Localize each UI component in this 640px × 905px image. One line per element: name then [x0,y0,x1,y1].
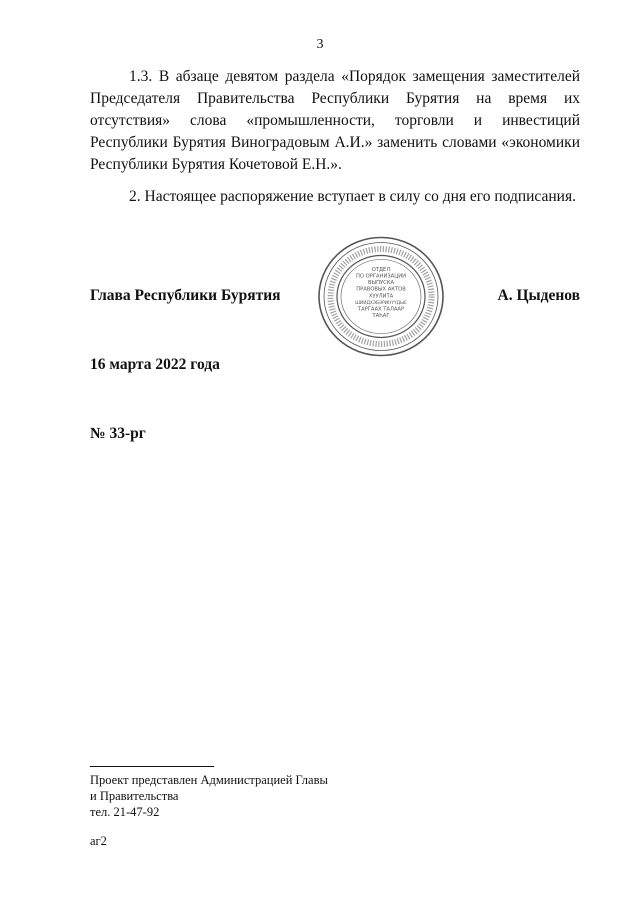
paragraph-1-3: 1.3. В абзаце девятом раздела «Порядок замещения заместителей Председателя Правительства Республики Бурятия на время их отсутствия» слова «промышленности, торговли и инвестиций Республики Бурятия Виноградовым А.И.» заменить словами «экономики Республики Бурятия Кочетовой Е.Н.». [90,68,580,173]
document-date: 16 марта 2022 года [90,356,220,373]
seal-line-7: ТАРГААХ ТАЛААР [357,306,405,313]
document-code: аг2 [90,834,107,848]
paragraph-2: 2. Настоящее распоряжение вступает в силу со дня его подписания. [129,188,576,205]
document-number: № 33-рг [90,425,146,442]
seal-line-1: ОТДЕЛ [371,267,391,273]
footnote-divider [90,766,214,767]
page-number: 3 [316,37,324,52]
footnote-line-2: и Правительства [90,789,179,803]
signature-role: Глава Республики Бурятия [90,287,281,304]
signature-name: А. Цыденов [497,287,580,304]
seal-line-5: ХУУЛИТА [368,293,394,300]
footnote-line-3: тел. 21-47-92 [90,805,160,819]
official-seal-stamp [316,235,446,358]
seal-line-2: ПО ОРГАНИЗАЦИИ [355,273,407,280]
seal-line-6: ШИИДХЭБЭРИНҮҮДЫЕ [355,301,407,306]
footnote-line-1: Проект представлен Администрацией Главы [90,773,328,787]
footnote [90,772,328,820]
seal-line-3: ВЫПУСКА [367,280,395,286]
seal-line-8: ТАҺАГ [372,313,390,319]
seal-line-4: ПРАВОВЫХ АКТОВ [356,286,406,293]
